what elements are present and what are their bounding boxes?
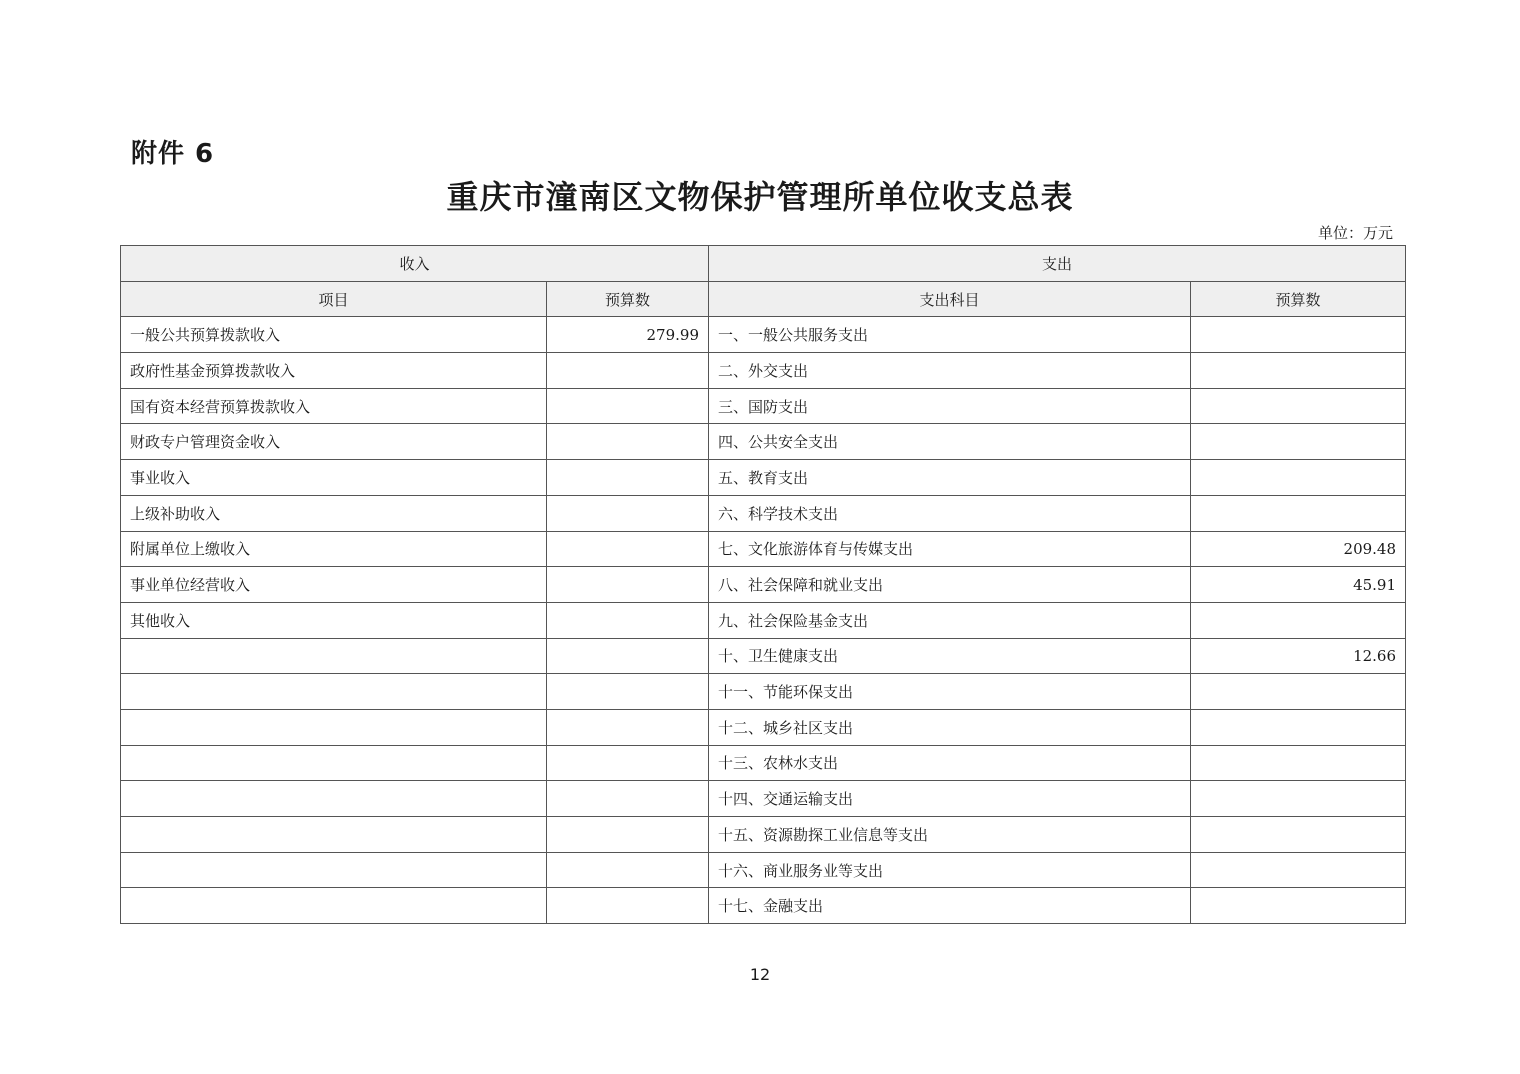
table-row <box>121 567 1406 603</box>
expense-budget-cell <box>1191 460 1406 496</box>
income-budget-cell: 279.99 <box>547 317 709 353</box>
unit-label: 单位：万元 <box>1317 224 1393 242</box>
table-row <box>121 709 1406 745</box>
expense-budget-cell <box>1191 781 1406 817</box>
income-budget-cell <box>547 424 709 460</box>
expense-subject-cell: 十四、交通运输支出 <box>709 781 1191 817</box>
income-item-cell: 财政专户管理资金收入 <box>121 424 547 460</box>
expense-budget-cell <box>1191 602 1406 638</box>
table-row <box>121 460 1406 496</box>
expense-budget-cell <box>1191 852 1406 888</box>
column-header-row <box>121 281 1406 317</box>
expense-subject-cell: 十六、商业服务业等支出 <box>709 852 1191 888</box>
expense-subject-cell: 二、外交支出 <box>709 353 1191 389</box>
expense-budget-cell <box>1191 388 1406 424</box>
expense-budget-cell <box>1191 888 1406 924</box>
table-row <box>121 781 1406 817</box>
income-item-cell <box>121 745 547 781</box>
income-budget-cell <box>547 852 709 888</box>
table-row <box>121 638 1406 674</box>
table-row <box>121 353 1406 389</box>
table-row <box>121 852 1406 888</box>
expense-subject-cell: 十七、金融支出 <box>709 888 1191 924</box>
table-row <box>121 317 1406 353</box>
income-budget-cell <box>547 781 709 817</box>
income-budget-cell <box>547 745 709 781</box>
expense-subject-cell: 四、公共安全支出 <box>709 424 1191 460</box>
expense-budget-cell <box>1191 317 1406 353</box>
income-budget-cell <box>547 602 709 638</box>
income-budget-cell <box>547 388 709 424</box>
table-row <box>121 817 1406 853</box>
expense-subject-cell: 七、文化旅游体育与传媒支出 <box>709 531 1191 567</box>
expense-budget-cell <box>1191 709 1406 745</box>
expense-subject-cell: 十一、节能环保支出 <box>709 674 1191 710</box>
income-item-cell <box>121 674 547 710</box>
expense-group-header: 支出 <box>709 246 1406 282</box>
expense-subject-cell: 十、卫生健康支出 <box>709 638 1191 674</box>
expense-subject-cell: 十三、农林水支出 <box>709 745 1191 781</box>
income-item-cell <box>121 817 547 853</box>
income-item-cell: 国有资本经营预算拨款收入 <box>121 388 547 424</box>
table-row <box>121 388 1406 424</box>
column-header-expense-subject: 支出科目 <box>709 281 1191 317</box>
expense-budget-cell <box>1191 674 1406 710</box>
expense-budget-cell <box>1191 745 1406 781</box>
table-row <box>121 531 1406 567</box>
income-item-cell <box>121 852 547 888</box>
table-row <box>121 424 1406 460</box>
income-budget-cell <box>547 495 709 531</box>
income-budget-cell <box>547 888 709 924</box>
column-header-expense-budget: 预算数 <box>1191 281 1406 317</box>
table-row <box>121 674 1406 710</box>
page-title: 重庆市潼南区文物保护管理所单位收支总表 <box>446 178 1074 216</box>
income-budget-cell <box>547 353 709 389</box>
expense-budget-cell <box>1191 495 1406 531</box>
income-item-cell <box>121 709 547 745</box>
expense-subject-cell: 六、科学技术支出 <box>709 495 1191 531</box>
income-budget-cell <box>547 460 709 496</box>
income-budget-cell <box>547 638 709 674</box>
income-item-cell: 其他收入 <box>121 602 547 638</box>
income-budget-cell <box>547 567 709 603</box>
column-header-income-budget: 预算数 <box>547 281 709 317</box>
expense-subject-cell: 九、社会保险基金支出 <box>709 602 1191 638</box>
income-item-cell <box>121 888 547 924</box>
expense-subject-cell: 一、一般公共服务支出 <box>709 317 1191 353</box>
expense-budget-cell <box>1191 424 1406 460</box>
expense-budget-cell: 45.91 <box>1191 567 1406 603</box>
expense-subject-cell: 十二、城乡社区支出 <box>709 709 1191 745</box>
expense-budget-cell <box>1191 353 1406 389</box>
table-row <box>121 602 1406 638</box>
budget-table <box>120 245 1406 924</box>
table-row <box>121 745 1406 781</box>
expense-subject-cell: 八、社会保障和就业支出 <box>709 567 1191 603</box>
expense-budget-cell: 209.48 <box>1191 531 1406 567</box>
income-item-cell <box>121 638 547 674</box>
income-budget-cell <box>547 817 709 853</box>
expense-budget-cell: 12.66 <box>1191 638 1406 674</box>
income-budget-cell <box>547 531 709 567</box>
income-group-header: 收入 <box>121 246 709 282</box>
column-header-item: 项目 <box>121 281 547 317</box>
income-item-cell: 政府性基金预算拨款收入 <box>121 353 547 389</box>
table-row <box>121 888 1406 924</box>
expense-subject-cell: 十五、资源勘探工业信息等支出 <box>709 817 1191 853</box>
group-header-row <box>121 246 1406 282</box>
expense-budget-cell <box>1191 817 1406 853</box>
page-number: 12 <box>749 965 771 984</box>
attachment-label: 附件 6 <box>131 139 215 169</box>
table-row <box>121 495 1406 531</box>
income-item-cell <box>121 781 547 817</box>
income-item-cell: 事业收入 <box>121 460 547 496</box>
income-item-cell: 一般公共预算拨款收入 <box>121 317 547 353</box>
expense-subject-cell: 五、教育支出 <box>709 460 1191 496</box>
income-budget-cell <box>547 709 709 745</box>
income-item-cell: 附属单位上缴收入 <box>121 531 547 567</box>
expense-subject-cell: 三、国防支出 <box>709 388 1191 424</box>
income-item-cell: 上级补助收入 <box>121 495 547 531</box>
income-budget-cell <box>547 674 709 710</box>
income-item-cell: 事业单位经营收入 <box>121 567 547 603</box>
